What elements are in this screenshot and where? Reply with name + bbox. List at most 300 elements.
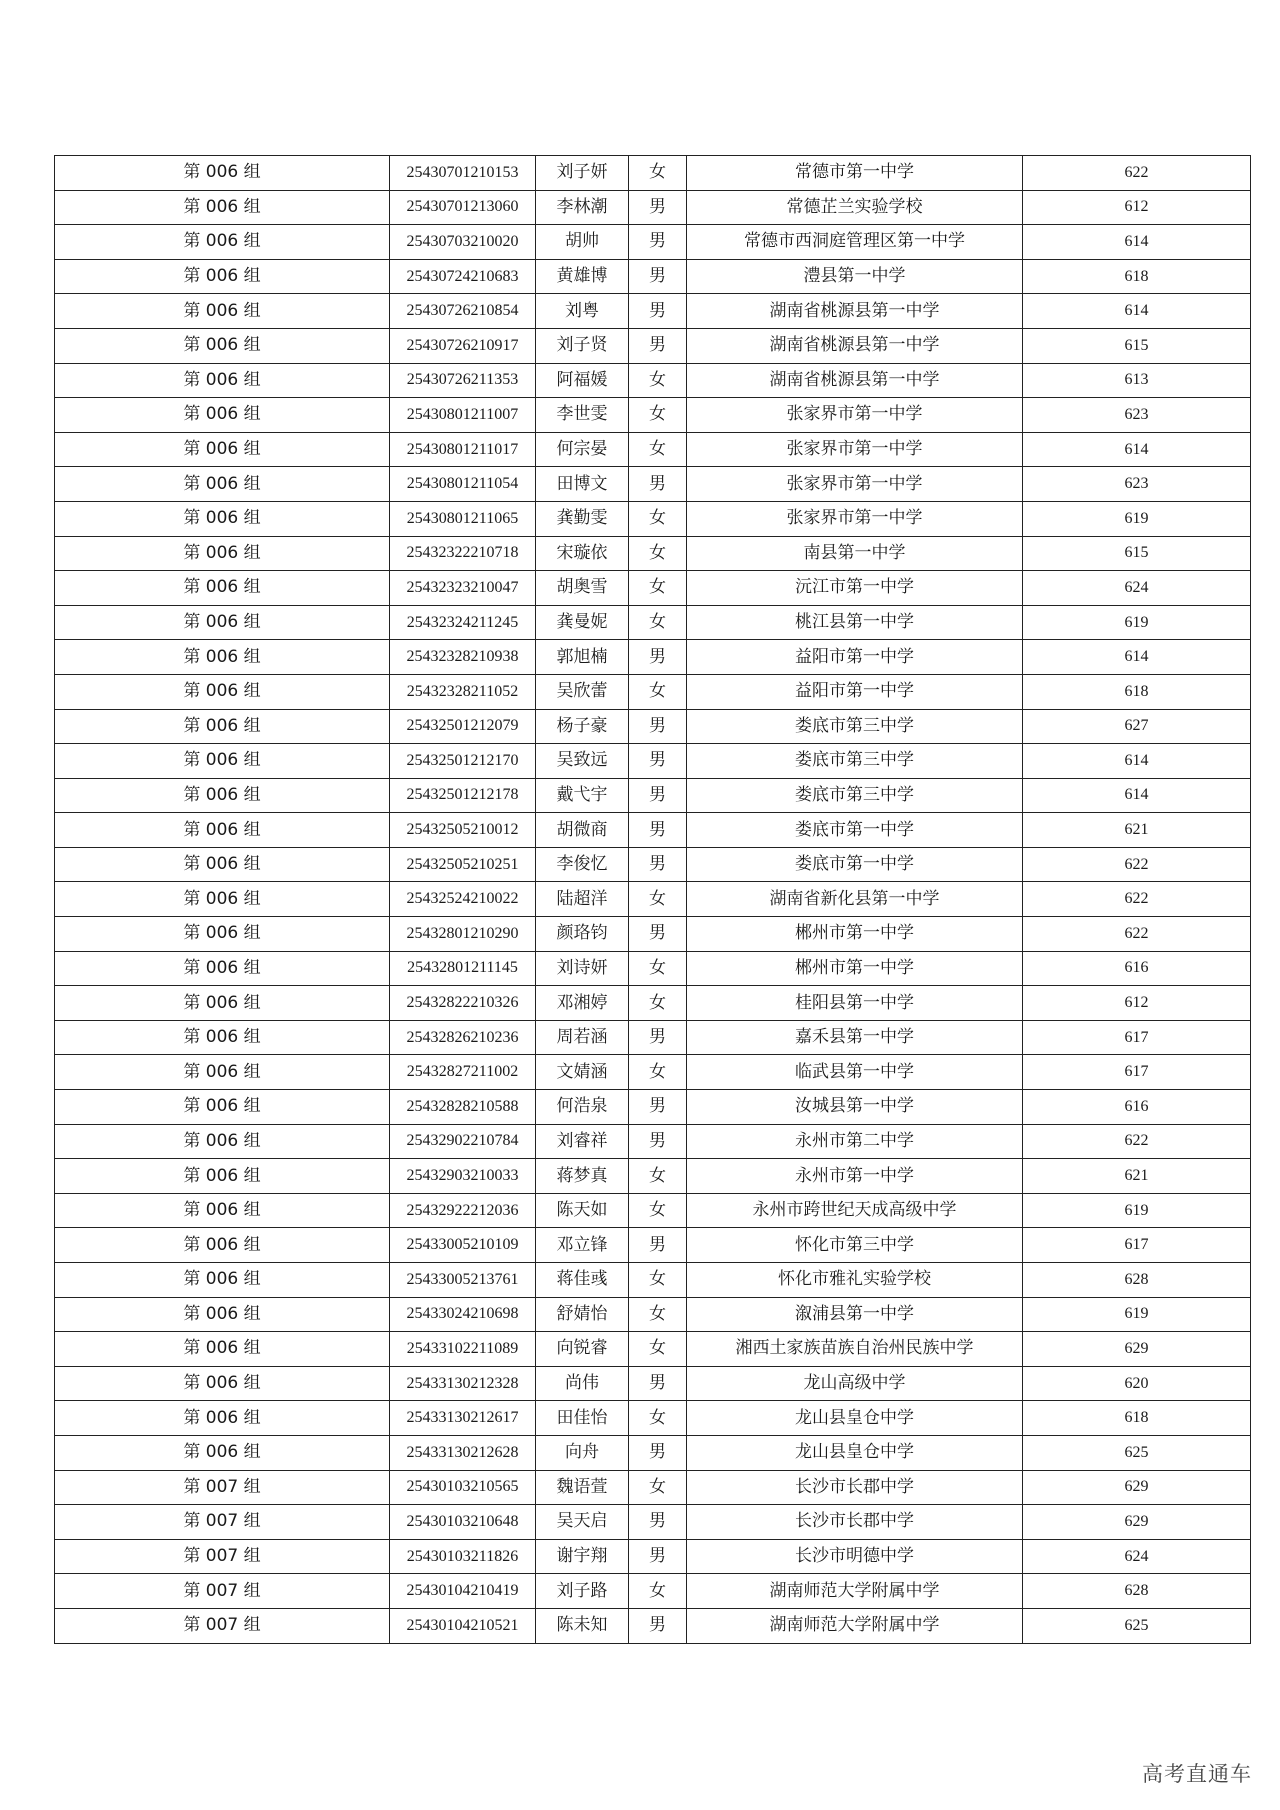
- table-row: [55, 190, 1251, 225]
- group-cell: 第 006 组: [55, 1366, 390, 1401]
- table-row: [55, 1193, 1251, 1228]
- gender-cell: 女: [629, 1470, 687, 1505]
- score-cell: 623: [1023, 398, 1251, 433]
- name-cell: 何浩泉: [536, 1090, 629, 1125]
- group-cell: 第 006 组: [55, 190, 390, 225]
- score-cell: 622: [1023, 917, 1251, 952]
- name-cell: 胡帅: [536, 225, 629, 260]
- school-cell: 郴州市第一中学: [687, 917, 1023, 952]
- name-cell: 宋璇依: [536, 536, 629, 571]
- table-row: [55, 1159, 1251, 1194]
- gender-cell: 男: [629, 1124, 687, 1159]
- table-row: [55, 813, 1251, 848]
- name-cell: 陆超洋: [536, 882, 629, 917]
- school-cell: 龙山县皇仓中学: [687, 1435, 1023, 1470]
- school-cell: 澧县第一中学: [687, 259, 1023, 294]
- name-cell: 田博文: [536, 467, 629, 502]
- group-cell: 第 006 组: [55, 1435, 390, 1470]
- gender-cell: 女: [629, 951, 687, 986]
- school-cell: 益阳市第一中学: [687, 640, 1023, 675]
- gender-cell: 男: [629, 709, 687, 744]
- exam-id-cell: 25430726210854: [390, 294, 536, 329]
- exam-id-cell: 25432801210290: [390, 917, 536, 952]
- table-row: [55, 1090, 1251, 1125]
- exam-id-cell: 25432801211145: [390, 951, 536, 986]
- school-cell: 湖南省桃源县第一中学: [687, 363, 1023, 398]
- gender-cell: 男: [629, 190, 687, 225]
- group-cell: 第 006 组: [55, 605, 390, 640]
- exam-id-cell: 25432903210033: [390, 1159, 536, 1194]
- gender-cell: 女: [629, 605, 687, 640]
- group-cell: 第 006 组: [55, 640, 390, 675]
- watermark: 高考直通车: [1142, 1762, 1252, 1786]
- table-row: [55, 156, 1251, 191]
- score-cell: 618: [1023, 259, 1251, 294]
- school-cell: 临武县第一中学: [687, 1055, 1023, 1090]
- school-cell: 龙山高级中学: [687, 1366, 1023, 1401]
- score-cell: 623: [1023, 467, 1251, 502]
- name-cell: 何宗晏: [536, 432, 629, 467]
- group-cell: 第 006 组: [55, 398, 390, 433]
- table-row: [55, 674, 1251, 709]
- name-cell: 陈未知: [536, 1608, 629, 1643]
- exam-id-cell: 25430726211353: [390, 363, 536, 398]
- score-cell: 616: [1023, 1090, 1251, 1125]
- score-cell: 618: [1023, 1401, 1251, 1436]
- school-cell: 常德芷兰实验学校: [687, 190, 1023, 225]
- score-cell: 627: [1023, 709, 1251, 744]
- school-cell: 汝城县第一中学: [687, 1090, 1023, 1125]
- score-cell: 617: [1023, 1020, 1251, 1055]
- name-cell: 田佳怡: [536, 1401, 629, 1436]
- exam-id-cell: 25432328210938: [390, 640, 536, 675]
- table-row: [55, 986, 1251, 1021]
- name-cell: 陈天如: [536, 1193, 629, 1228]
- table-row: [55, 744, 1251, 779]
- score-cell: 629: [1023, 1505, 1251, 1540]
- score-cell: 614: [1023, 744, 1251, 779]
- name-cell: 吴欣蕾: [536, 674, 629, 709]
- school-cell: 湖南师范大学附属中学: [687, 1574, 1023, 1609]
- table-row: [55, 536, 1251, 571]
- exam-id-cell: 25432827211002: [390, 1055, 536, 1090]
- table-row: [55, 1124, 1251, 1159]
- score-cell: 620: [1023, 1366, 1251, 1401]
- table-row: [55, 1435, 1251, 1470]
- name-cell: 向锐睿: [536, 1332, 629, 1367]
- exam-id-cell: 25433005213761: [390, 1263, 536, 1298]
- exam-id-cell: 25433102211089: [390, 1332, 536, 1367]
- school-cell: 长沙市明德中学: [687, 1539, 1023, 1574]
- table-row: [55, 640, 1251, 675]
- group-cell: 第 006 组: [55, 294, 390, 329]
- school-cell: 永州市第一中学: [687, 1159, 1023, 1194]
- school-cell: 娄底市第一中学: [687, 847, 1023, 882]
- table-row: [55, 1574, 1251, 1609]
- school-cell: 桃江县第一中学: [687, 605, 1023, 640]
- gender-cell: 女: [629, 432, 687, 467]
- score-cell: 625: [1023, 1608, 1251, 1643]
- name-cell: 邓湘婷: [536, 986, 629, 1021]
- group-cell: 第 006 组: [55, 432, 390, 467]
- exam-id-cell: 25433024210698: [390, 1297, 536, 1332]
- name-cell: 蒋佳彧: [536, 1263, 629, 1298]
- exam-id-cell: 25430103210565: [390, 1470, 536, 1505]
- name-cell: 李林潮: [536, 190, 629, 225]
- score-cell: 614: [1023, 640, 1251, 675]
- score-cell: 612: [1023, 986, 1251, 1021]
- gender-cell: 女: [629, 156, 687, 191]
- table-row: [55, 847, 1251, 882]
- exam-id-cell: 25430726210917: [390, 328, 536, 363]
- table-row: [55, 294, 1251, 329]
- gender-cell: 男: [629, 1020, 687, 1055]
- name-cell: 尚伟: [536, 1366, 629, 1401]
- group-cell: 第 006 组: [55, 1263, 390, 1298]
- group-cell: 第 006 组: [55, 744, 390, 779]
- name-cell: 吴天启: [536, 1505, 629, 1540]
- name-cell: 刘睿祥: [536, 1124, 629, 1159]
- name-cell: 胡微商: [536, 813, 629, 848]
- school-cell: 湖南师范大学附属中学: [687, 1608, 1023, 1643]
- name-cell: 刘粤: [536, 294, 629, 329]
- name-cell: 邓立锋: [536, 1228, 629, 1263]
- exam-id-cell: 25432826210236: [390, 1020, 536, 1055]
- table-row: [55, 328, 1251, 363]
- school-cell: 长沙市长郡中学: [687, 1505, 1023, 1540]
- school-cell: 郴州市第一中学: [687, 951, 1023, 986]
- school-cell: 常德市第一中学: [687, 156, 1023, 191]
- score-cell: 615: [1023, 536, 1251, 571]
- school-cell: 张家界市第一中学: [687, 432, 1023, 467]
- gender-cell: 女: [629, 986, 687, 1021]
- table-row: [55, 1539, 1251, 1574]
- score-cell: 614: [1023, 225, 1251, 260]
- name-cell: 刘子妍: [536, 156, 629, 191]
- table-row: [55, 1228, 1251, 1263]
- exam-id-cell: 25432322210718: [390, 536, 536, 571]
- name-cell: 阿福媛: [536, 363, 629, 398]
- exam-id-cell: 25432323210047: [390, 571, 536, 606]
- gender-cell: 男: [629, 294, 687, 329]
- score-cell: 629: [1023, 1470, 1251, 1505]
- score-cell: 629: [1023, 1332, 1251, 1367]
- score-cell: 618: [1023, 674, 1251, 709]
- score-cell: 622: [1023, 156, 1251, 191]
- name-cell: 魏语萱: [536, 1470, 629, 1505]
- exam-id-cell: 25430801211065: [390, 501, 536, 536]
- gender-cell: 女: [629, 1297, 687, 1332]
- group-cell: 第 006 组: [55, 986, 390, 1021]
- score-cell: 614: [1023, 294, 1251, 329]
- gender-cell: 男: [629, 259, 687, 294]
- table-row: [55, 501, 1251, 536]
- name-cell: 龚曼妮: [536, 605, 629, 640]
- table-row: [55, 1297, 1251, 1332]
- score-cell: 628: [1023, 1574, 1251, 1609]
- gender-cell: 女: [629, 571, 687, 606]
- name-cell: 刘子贤: [536, 328, 629, 363]
- group-cell: 第 007 组: [55, 1505, 390, 1540]
- score-cell: 615: [1023, 328, 1251, 363]
- table-row: [55, 363, 1251, 398]
- school-cell: 益阳市第一中学: [687, 674, 1023, 709]
- table-row: [55, 882, 1251, 917]
- group-cell: 第 006 组: [55, 156, 390, 191]
- name-cell: 文婧涵: [536, 1055, 629, 1090]
- gender-cell: 女: [629, 1332, 687, 1367]
- table-row: [55, 1401, 1251, 1436]
- table-row: [55, 1055, 1251, 1090]
- gender-cell: 女: [629, 1401, 687, 1436]
- exam-id-cell: 25432501212178: [390, 778, 536, 813]
- score-cell: 619: [1023, 501, 1251, 536]
- table-row: [55, 571, 1251, 606]
- name-cell: 周若涵: [536, 1020, 629, 1055]
- table-row: [55, 605, 1251, 640]
- table-row: [55, 432, 1251, 467]
- table-row: [55, 951, 1251, 986]
- score-cell: 625: [1023, 1435, 1251, 1470]
- school-cell: 长沙市长郡中学: [687, 1470, 1023, 1505]
- gender-cell: 男: [629, 467, 687, 502]
- score-cell: 619: [1023, 605, 1251, 640]
- school-cell: 怀化市雅礼实验学校: [687, 1263, 1023, 1298]
- exam-id-cell: 25433130212617: [390, 1401, 536, 1436]
- group-cell: 第 006 组: [55, 882, 390, 917]
- gender-cell: 女: [629, 1055, 687, 1090]
- gender-cell: 女: [629, 1574, 687, 1609]
- exam-id-cell: 25432922212036: [390, 1193, 536, 1228]
- school-cell: 常德市西洞庭管理区第一中学: [687, 225, 1023, 260]
- school-cell: 永州市跨世纪天成高级中学: [687, 1193, 1023, 1228]
- name-cell: 舒婧怡: [536, 1297, 629, 1332]
- group-cell: 第 006 组: [55, 259, 390, 294]
- table-row: [55, 778, 1251, 813]
- table-row: [55, 1020, 1251, 1055]
- group-cell: 第 006 组: [55, 1228, 390, 1263]
- exam-id-cell: 25432822210326: [390, 986, 536, 1021]
- exam-id-cell: 25430724210683: [390, 259, 536, 294]
- group-cell: 第 006 组: [55, 1055, 390, 1090]
- score-cell: 619: [1023, 1193, 1251, 1228]
- group-cell: 第 006 组: [55, 1020, 390, 1055]
- group-cell: 第 006 组: [55, 1124, 390, 1159]
- school-cell: 湖南省桃源县第一中学: [687, 328, 1023, 363]
- score-cell: 616: [1023, 951, 1251, 986]
- school-cell: 龙山县皇仓中学: [687, 1401, 1023, 1436]
- exam-id-cell: 25430801211007: [390, 398, 536, 433]
- gender-cell: 男: [629, 813, 687, 848]
- gender-cell: 女: [629, 501, 687, 536]
- score-cell: 621: [1023, 1159, 1251, 1194]
- gender-cell: 男: [629, 1228, 687, 1263]
- score-cell: 624: [1023, 1539, 1251, 1574]
- group-cell: 第 006 组: [55, 225, 390, 260]
- name-cell: 胡奥雪: [536, 571, 629, 606]
- name-cell: 黄雄博: [536, 259, 629, 294]
- roster-body: [55, 156, 1251, 1644]
- exam-id-cell: 25430703210020: [390, 225, 536, 260]
- gender-cell: 男: [629, 1366, 687, 1401]
- gender-cell: 男: [629, 917, 687, 952]
- name-cell: 谢宇翔: [536, 1539, 629, 1574]
- school-cell: 张家界市第一中学: [687, 467, 1023, 502]
- exam-id-cell: 25430701213060: [390, 190, 536, 225]
- exam-id-cell: 25430103211826: [390, 1539, 536, 1574]
- group-cell: 第 006 组: [55, 778, 390, 813]
- score-cell: 622: [1023, 1124, 1251, 1159]
- exam-id-cell: 25432828210588: [390, 1090, 536, 1125]
- name-cell: 刘子路: [536, 1574, 629, 1609]
- gender-cell: 女: [629, 536, 687, 571]
- school-cell: 湖南省新化县第一中学: [687, 882, 1023, 917]
- gender-cell: 女: [629, 1263, 687, 1298]
- name-cell: 颜珞钧: [536, 917, 629, 952]
- exam-id-cell: 25432324211245: [390, 605, 536, 640]
- school-cell: 桂阳县第一中学: [687, 986, 1023, 1021]
- score-cell: 628: [1023, 1263, 1251, 1298]
- school-cell: 永州市第二中学: [687, 1124, 1023, 1159]
- table-row: [55, 225, 1251, 260]
- gender-cell: 男: [629, 225, 687, 260]
- group-cell: 第 006 组: [55, 674, 390, 709]
- table-row: [55, 259, 1251, 294]
- gender-cell: 女: [629, 674, 687, 709]
- exam-id-cell: 25432902210784: [390, 1124, 536, 1159]
- school-cell: 嘉禾县第一中学: [687, 1020, 1023, 1055]
- exam-id-cell: 25432501212170: [390, 744, 536, 779]
- school-cell: 怀化市第三中学: [687, 1228, 1023, 1263]
- score-cell: 614: [1023, 778, 1251, 813]
- group-cell: 第 006 组: [55, 709, 390, 744]
- score-cell: 622: [1023, 882, 1251, 917]
- group-cell: 第 006 组: [55, 951, 390, 986]
- group-cell: 第 006 组: [55, 467, 390, 502]
- exam-id-cell: 25433130212328: [390, 1366, 536, 1401]
- score-cell: 622: [1023, 847, 1251, 882]
- exam-id-cell: 25432328211052: [390, 674, 536, 709]
- exam-id-cell: 25433005210109: [390, 1228, 536, 1263]
- exam-id-cell: 25430801211017: [390, 432, 536, 467]
- exam-id-cell: 25430104210521: [390, 1608, 536, 1643]
- group-cell: 第 006 组: [55, 1159, 390, 1194]
- score-cell: 624: [1023, 571, 1251, 606]
- score-cell: 613: [1023, 363, 1251, 398]
- group-cell: 第 007 组: [55, 1608, 390, 1643]
- group-cell: 第 006 组: [55, 847, 390, 882]
- exam-id-cell: 25433130212628: [390, 1435, 536, 1470]
- exam-id-cell: 25430801211054: [390, 467, 536, 502]
- table-row: [55, 917, 1251, 952]
- table-row: [55, 709, 1251, 744]
- school-cell: 娄底市第一中学: [687, 813, 1023, 848]
- name-cell: 吴致远: [536, 744, 629, 779]
- table-row: [55, 398, 1251, 433]
- group-cell: 第 007 组: [55, 1539, 390, 1574]
- school-cell: 南县第一中学: [687, 536, 1023, 571]
- school-cell: 湘西土家族苗族自治州民族中学: [687, 1332, 1023, 1367]
- exam-id-cell: 25432524210022: [390, 882, 536, 917]
- school-cell: 张家界市第一中学: [687, 501, 1023, 536]
- table-row: [55, 467, 1251, 502]
- group-cell: 第 006 组: [55, 813, 390, 848]
- gender-cell: 女: [629, 1193, 687, 1228]
- name-cell: 杨子豪: [536, 709, 629, 744]
- score-cell: 617: [1023, 1228, 1251, 1263]
- gender-cell: 男: [629, 744, 687, 779]
- exam-id-cell: 25432501212079: [390, 709, 536, 744]
- group-cell: 第 006 组: [55, 536, 390, 571]
- table-row: [55, 1470, 1251, 1505]
- group-cell: 第 007 组: [55, 1470, 390, 1505]
- gender-cell: 男: [629, 328, 687, 363]
- roster-table: [54, 155, 1251, 1644]
- gender-cell: 男: [629, 847, 687, 882]
- exam-id-cell: 25430701210153: [390, 156, 536, 191]
- gender-cell: 女: [629, 1159, 687, 1194]
- exam-id-cell: 25430103210648: [390, 1505, 536, 1540]
- group-cell: 第 006 组: [55, 501, 390, 536]
- school-cell: 娄底市第三中学: [687, 709, 1023, 744]
- group-cell: 第 006 组: [55, 1332, 390, 1367]
- gender-cell: 男: [629, 1505, 687, 1540]
- name-cell: 郭旭楠: [536, 640, 629, 675]
- gender-cell: 男: [629, 1435, 687, 1470]
- score-cell: 621: [1023, 813, 1251, 848]
- group-cell: 第 006 组: [55, 571, 390, 606]
- name-cell: 李世雯: [536, 398, 629, 433]
- table-row: [55, 1332, 1251, 1367]
- gender-cell: 男: [629, 1090, 687, 1125]
- exam-id-cell: 25432505210251: [390, 847, 536, 882]
- gender-cell: 男: [629, 640, 687, 675]
- school-cell: 湖南省桃源县第一中学: [687, 294, 1023, 329]
- table-row: [55, 1263, 1251, 1298]
- name-cell: 戴弋宇: [536, 778, 629, 813]
- score-cell: 612: [1023, 190, 1251, 225]
- group-cell: 第 006 组: [55, 1090, 390, 1125]
- school-cell: 张家界市第一中学: [687, 398, 1023, 433]
- exam-id-cell: 25432505210012: [390, 813, 536, 848]
- gender-cell: 男: [629, 1539, 687, 1574]
- school-cell: 娄底市第三中学: [687, 778, 1023, 813]
- table-row: [55, 1366, 1251, 1401]
- school-cell: 沅江市第一中学: [687, 571, 1023, 606]
- exam-id-cell: 25430104210419: [390, 1574, 536, 1609]
- school-cell: 娄底市第三中学: [687, 744, 1023, 779]
- gender-cell: 女: [629, 363, 687, 398]
- score-cell: 617: [1023, 1055, 1251, 1090]
- name-cell: 蒋梦真: [536, 1159, 629, 1194]
- name-cell: 刘诗妍: [536, 951, 629, 986]
- group-cell: 第 006 组: [55, 1401, 390, 1436]
- gender-cell: 女: [629, 882, 687, 917]
- score-cell: 614: [1023, 432, 1251, 467]
- group-cell: 第 006 组: [55, 917, 390, 952]
- group-cell: 第 006 组: [55, 1193, 390, 1228]
- score-cell: 619: [1023, 1297, 1251, 1332]
- name-cell: 李俊忆: [536, 847, 629, 882]
- group-cell: 第 006 组: [55, 1297, 390, 1332]
- gender-cell: 男: [629, 1608, 687, 1643]
- school-cell: 溆浦县第一中学: [687, 1297, 1023, 1332]
- group-cell: 第 006 组: [55, 363, 390, 398]
- gender-cell: 男: [629, 778, 687, 813]
- group-cell: 第 007 组: [55, 1574, 390, 1609]
- table-row: [55, 1505, 1251, 1540]
- name-cell: 龚勤雯: [536, 501, 629, 536]
